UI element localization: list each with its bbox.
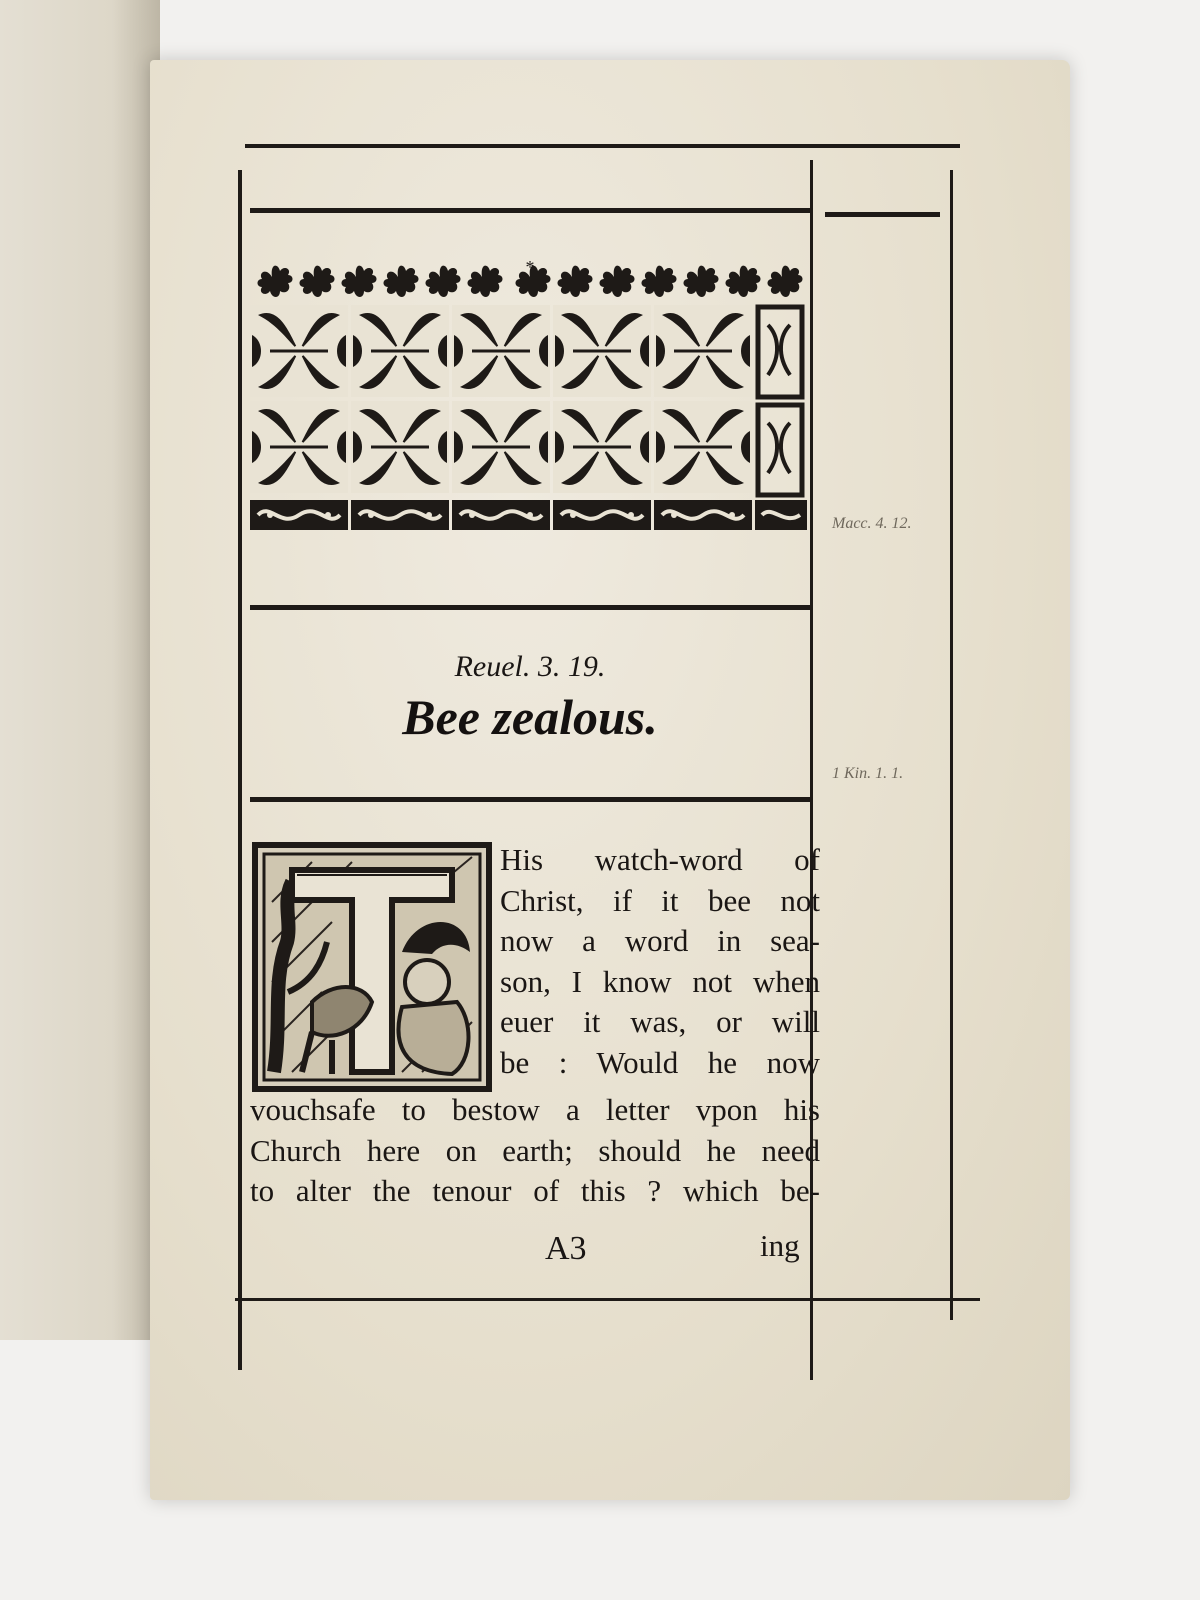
page-title: Bee zealous. [402,689,658,745]
body-line: His watch-word of [500,842,820,877]
frame-left-rule [238,170,242,1370]
facing-page [0,0,160,1340]
margin-note: 1 Kin. 1. 1. [832,765,904,782]
verse-reference: Reuel. 3. 19. [454,650,606,683]
body-line: to alter the tenour of this ? which be- [250,1173,820,1208]
body-text-beside-initial [500,840,820,1083]
body-line: son, I know not when [500,963,820,999]
head-rule [250,208,810,213]
svg-text:*: * [525,257,535,277]
body-line: Christ, if it bee not [500,882,820,918]
book-page [150,60,1070,1500]
rule-above-title [250,605,810,610]
woodcut-initial-T-icon [252,842,492,1092]
body-text-full-width [250,1090,820,1212]
body-line: now a word in sea- [500,923,820,958]
signature-mark: A3 [545,1230,587,1267]
margin-right-rule [950,170,953,1320]
ornamental-headpiece-icon [250,255,810,550]
body-line: Church here on earth; should he need [250,1132,820,1168]
body-line: vouchsafe to bestow a letter vpon his [250,1092,820,1127]
catchword: ing [760,1228,800,1263]
margin-note: Macc. 4. 12. [832,515,912,532]
margin-head-rule [825,212,940,217]
frame-top-rule [245,144,960,148]
body-line: be : Would he now [500,1044,820,1080]
body-line: euer it was, or will [500,1004,820,1039]
frame-bottom-rule [235,1298,980,1301]
rule-below-title [250,797,810,802]
